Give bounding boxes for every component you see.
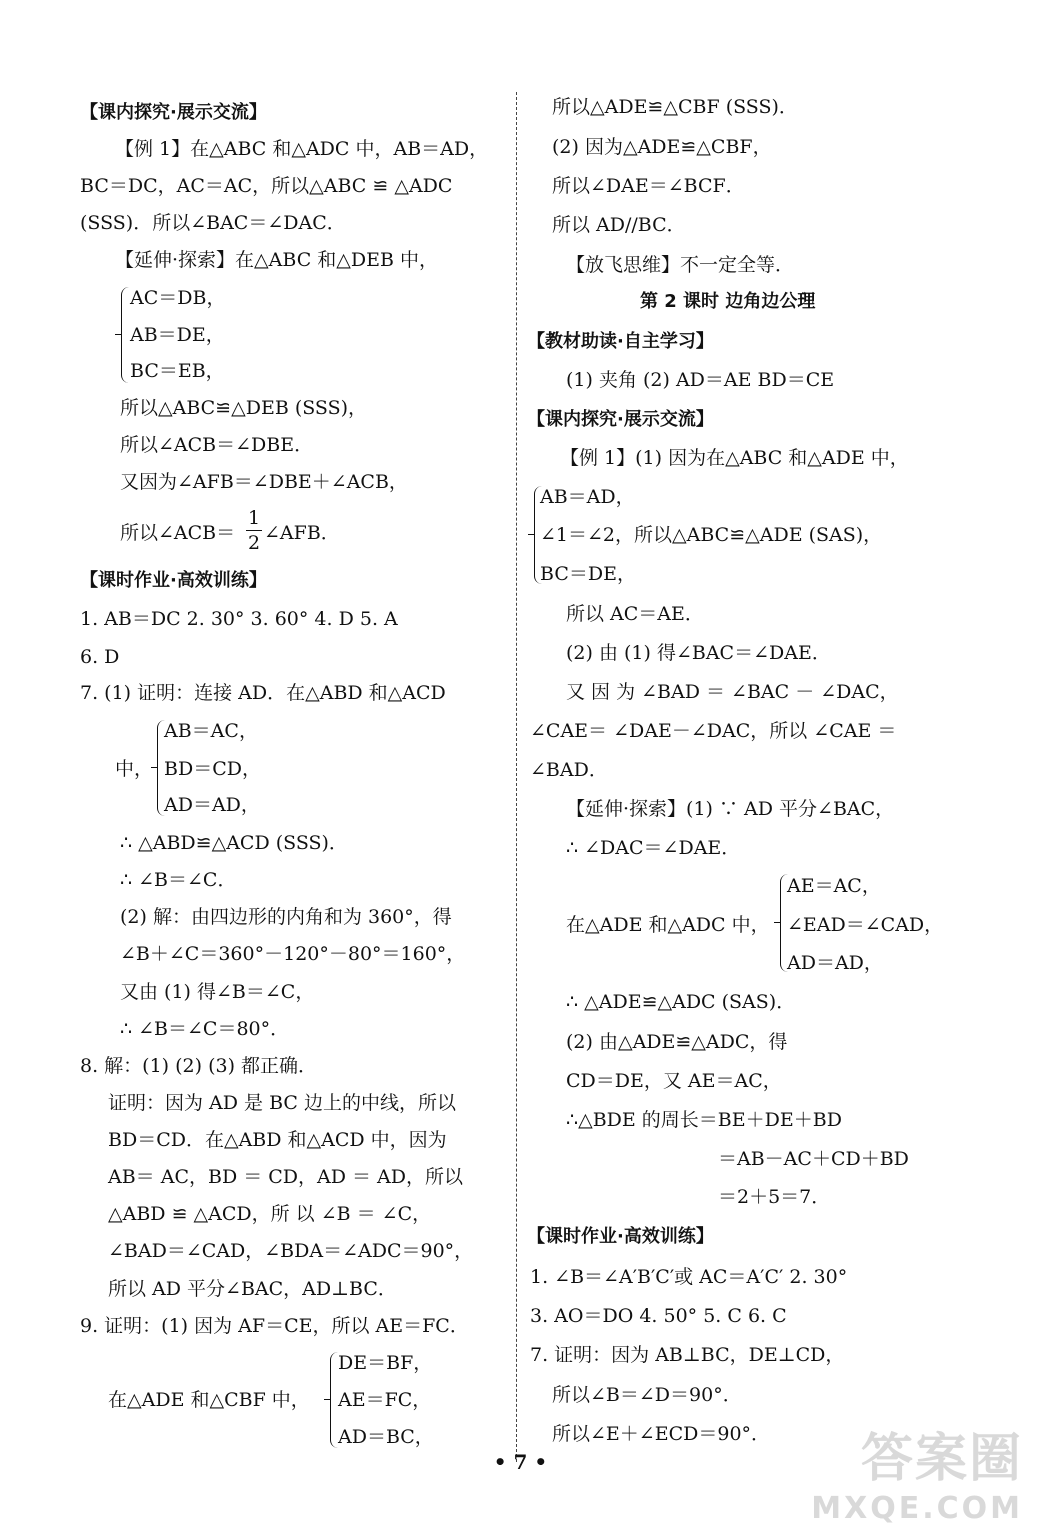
- text-line: ∠1＝∠2，所以△ABC≌△ADE (SAS)，: [540, 524, 883, 546]
- text-line: ∴ △ADE≌△ADC (SAS)．: [566, 991, 796, 1013]
- text-line: 6. D: [80, 646, 120, 668]
- section-heading: 【课时作业·高效训练】: [527, 1226, 714, 1247]
- text-line: AB＝DE，: [130, 324, 225, 346]
- brace-nub: [324, 1399, 331, 1400]
- text-line: 【例 1】在△ABC 和△ADC 中，AB＝AD，: [115, 138, 489, 160]
- text-line: ∴ ∠DAC＝∠DAE．: [566, 837, 741, 859]
- brace-nub: [774, 922, 781, 923]
- text-line: 1. AB＝DC 2. 30° 3. 60° 4. D 5. A: [80, 608, 398, 630]
- text-line: 3. AO＝DO 4. 50° 5. C 6. C: [530, 1305, 787, 1327]
- lesson-title: 第 2 课时 边角边公理: [640, 291, 816, 312]
- text-line: BC＝DE，: [540, 563, 636, 585]
- text-line: 9. 证明：(1) 因为 AF＝CE，所以 AE＝FC．: [80, 1315, 469, 1337]
- brace: [121, 287, 130, 383]
- text-line: ∠AFB．: [264, 522, 340, 544]
- text-line: AB＝AD，: [540, 486, 635, 508]
- text-line: 在△ADE 和△CBF 中，: [108, 1389, 310, 1411]
- text-line: ∠CAE＝ ∠DAE－∠DAC，所以 ∠CAE ＝: [530, 720, 897, 742]
- fraction-numerator: 1: [247, 507, 261, 529]
- text-line: 证明：因为 AD 是 BC 边上的中线，所以: [108, 1092, 456, 1114]
- text-line: AE＝FC，: [338, 1389, 432, 1411]
- text-line: ∴ ∠B＝∠C．: [120, 869, 237, 891]
- text-line: AB＝ AC，BD ＝ CD，AD ＝ AD，所以: [108, 1166, 464, 1188]
- page-number: • 7 •: [493, 1450, 548, 1474]
- text-line: 又因为∠AFB＝∠DBE＋∠ACB，: [120, 471, 408, 493]
- text-line: AD＝BC，: [338, 1426, 434, 1448]
- section-heading: 【课内探究·展示交流】: [527, 409, 714, 430]
- text-line: 又由 (1) 得∠B＝∠C，: [120, 981, 315, 1003]
- section-heading: 【课内探究·展示交流】: [80, 102, 267, 123]
- text-line: 所以∠ACB＝∠DBE．: [120, 434, 314, 456]
- text-line: ∠B＋∠C＝360°－120°－80°＝160°，: [120, 943, 466, 965]
- text-line: 所以∠ACB＝: [120, 522, 236, 544]
- text-line: ＝AB－AC＋CD＋BD: [718, 1148, 909, 1170]
- text-line: 所以 AD 平分∠BAC，AD⊥BC．: [108, 1278, 397, 1300]
- text-line: (2) 因为△ADE≌△CBF，: [552, 136, 772, 158]
- fraction: [246, 507, 262, 554]
- watermark-main: 答案圈: [860, 1429, 1023, 1489]
- text-line: 所以△ADE≌△CBF (SSS)．: [552, 96, 798, 118]
- text-line: AE＝AC，: [787, 875, 881, 897]
- text-line: 所以△ABC≌△DEB (SSS)，: [120, 397, 368, 419]
- text-line: 【延伸·探索】在△ABC 和△DEB 中，: [115, 249, 438, 271]
- text-line: ∴△BDE 的周长＝BE＋DE＋BD: [566, 1109, 842, 1131]
- text-line: 所以∠DAE＝∠BCF．: [552, 175, 745, 197]
- text-line: 1. ∠B＝∠A′B′C′或 AC＝A′C′ 2. 30°: [530, 1266, 848, 1288]
- text-line: (2) 由 (1) 得∠BAC＝∠DAE．: [566, 642, 831, 664]
- text-line: 又 因 为 ∠BAD ＝ ∠BAC － ∠DAC，: [566, 681, 899, 703]
- text-line: ∠BAD．: [530, 759, 608, 781]
- section-heading: 【教材助读·自主学习】: [527, 331, 714, 352]
- text-line: DE＝BF，: [338, 1352, 433, 1374]
- text-line: (1) 夹角 (2) AD＝AE BD＝CE: [566, 369, 835, 391]
- text-line: 【例 1】(1) 因为在△ABC 和△ADE 中，: [560, 447, 909, 469]
- text-line: 【延伸·探索】(1) ∵ AD 平分∠BAC，: [566, 798, 895, 820]
- text-line: 所以∠E＋∠ECD＝90°．: [552, 1423, 771, 1445]
- text-line: 7. 证明：因为 AB⊥BC，DE⊥CD，: [530, 1344, 845, 1366]
- text-line: 所以∠B＝∠D＝90°．: [552, 1384, 742, 1406]
- text-line: 8. 解：(1) (2) (3) 都正确．: [80, 1055, 318, 1077]
- text-line: AD＝AD，: [164, 794, 260, 816]
- watermark-url: MXQE.COM: [811, 1491, 1023, 1526]
- text-line: BD＝CD，: [164, 758, 261, 780]
- text-line: 在△ADE 和△ADC 中，: [566, 914, 770, 936]
- text-line: AC＝DB，: [130, 287, 226, 309]
- text-line: ＝2＋5＝7．: [718, 1186, 831, 1208]
- text-line: AD＝AD，: [787, 952, 883, 974]
- text-line: 所以 AC＝AE．: [566, 603, 704, 625]
- text-line: AB＝AC，: [164, 720, 258, 742]
- brace-nub: [528, 534, 535, 535]
- text-line: 7. (1) 证明：连接 AD．在△ABD 和△ACD: [80, 682, 446, 704]
- column-divider: [516, 92, 517, 1462]
- text-line: 【放飞思维】不一定全等．: [566, 254, 795, 276]
- text-line: BD＝CD．在△ABD 和△ACD 中，因为: [108, 1129, 447, 1151]
- text-line: ∠EAD＝∠CAD，: [787, 914, 944, 936]
- text-line: ∴ △ABD≌△ACD (SSS)．: [120, 832, 348, 854]
- text-line: CD＝DE，又 AE＝AC，: [566, 1070, 782, 1092]
- text-line: (2) 由△ADE≌△ADC，得: [566, 1031, 788, 1053]
- text-line: ∠BAD＝∠CAD，∠BDA＝∠ADC＝90°，: [108, 1240, 474, 1262]
- fraction-denominator: 2: [247, 532, 261, 554]
- brace-nub: [115, 334, 122, 335]
- text-line: △ABD ≌ △ACD，所 以 ∠B ＝ ∠C，: [108, 1203, 432, 1225]
- text-line: ∴ ∠B＝∠C＝80°．: [120, 1018, 290, 1040]
- watermark-logo: [811, 1416, 1023, 1526]
- text-line: 所以 AD//BC．: [552, 214, 686, 236]
- text-line: BC＝EB，: [130, 360, 225, 382]
- text-line: (SSS)．所以∠BAC＝∠DAC．: [80, 212, 346, 234]
- section-heading: 【课时作业·高效训练】: [80, 570, 267, 591]
- text-line: (2) 解：由四边形的内角和为 360°，得: [120, 906, 452, 928]
- text-line: BC＝DC，AC＝AC，所以△ABC ≌ △ADC: [80, 175, 453, 197]
- text-line: 中，: [115, 758, 154, 780]
